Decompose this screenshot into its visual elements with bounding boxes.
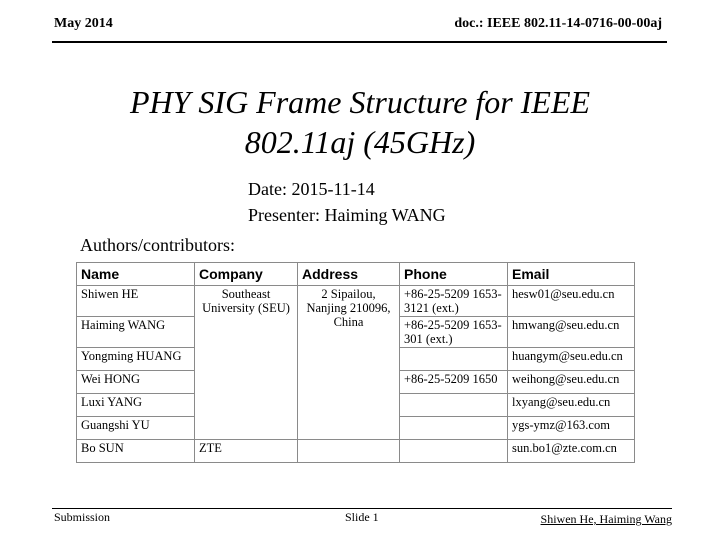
cell-email: sun.bo1@zte.com.cn xyxy=(508,440,635,463)
title-line-1: PHY SIG Frame Structure for IEEE xyxy=(129,84,591,120)
cell-email: weihong@seu.edu.cn xyxy=(508,371,635,394)
slide-title xyxy=(60,82,660,162)
cell-phone xyxy=(400,394,508,417)
footer-rule xyxy=(52,508,672,509)
cell-email: ygs-ymz@163.com xyxy=(508,417,635,440)
header-doc-id: doc.: IEEE 802.11-14-0716-00-00aj xyxy=(454,16,662,31)
cell-name: Haiming WANG xyxy=(77,317,195,348)
footer-authors: Shiwen He, Haiming Wang xyxy=(540,512,672,526)
cell-phone: +86-25-5209 1653-3121 (ext.) xyxy=(400,286,508,317)
col-header-email: Email xyxy=(508,263,635,286)
cell-phone xyxy=(400,440,508,463)
col-header-phone: Phone xyxy=(400,263,508,286)
cell-name: Shiwen HE xyxy=(77,286,195,317)
table-header-row xyxy=(77,263,635,286)
col-header-company: Company xyxy=(195,263,298,286)
cell-email: hesw01@seu.edu.cn xyxy=(508,286,635,317)
cell-name: Guangshi YU xyxy=(77,417,195,440)
cell-name: Bo SUN xyxy=(77,440,195,463)
cell-address-seu: 2 Sipailou, Nanjing 210096, China xyxy=(298,286,400,440)
meta-presenter: Presenter: Haiming WANG xyxy=(248,205,446,225)
meta-block xyxy=(248,176,446,228)
cell-email: huangym@seu.edu.cn xyxy=(508,348,635,371)
footer-submission: Submission xyxy=(54,510,111,524)
footer-slide-number: Slide 1 xyxy=(345,510,379,524)
col-header-name: Name xyxy=(77,263,195,286)
cell-phone xyxy=(400,348,508,371)
title-line-2: 802.11aj (45GHz) xyxy=(244,124,476,160)
cell-phone: +86-25-5209 1653-301 (ext.) xyxy=(400,317,508,348)
cell-phone xyxy=(400,417,508,440)
header-rule xyxy=(52,41,667,43)
cell-name: Wei HONG xyxy=(77,371,195,394)
cell-name: Luxi YANG xyxy=(77,394,195,417)
cell-company-zte: ZTE xyxy=(195,440,298,463)
authors-table xyxy=(76,262,635,463)
cell-name: Yongming HUANG xyxy=(77,348,195,371)
meta-date: Date: 2015-11-14 xyxy=(248,179,375,199)
cell-phone: +86-25-5209 1650 xyxy=(400,371,508,394)
cell-email: lxyang@seu.edu.cn xyxy=(508,394,635,417)
table-row xyxy=(77,286,635,317)
cell-address-empty xyxy=(298,440,400,463)
cell-email: hmwang@seu.edu.cn xyxy=(508,317,635,348)
cell-company-seu: Southeast University (SEU) xyxy=(195,286,298,440)
table-row xyxy=(77,440,635,463)
header-date: May 2014 xyxy=(54,16,113,31)
col-header-address: Address xyxy=(298,263,400,286)
authors-label: Authors/contributors: xyxy=(80,235,235,255)
